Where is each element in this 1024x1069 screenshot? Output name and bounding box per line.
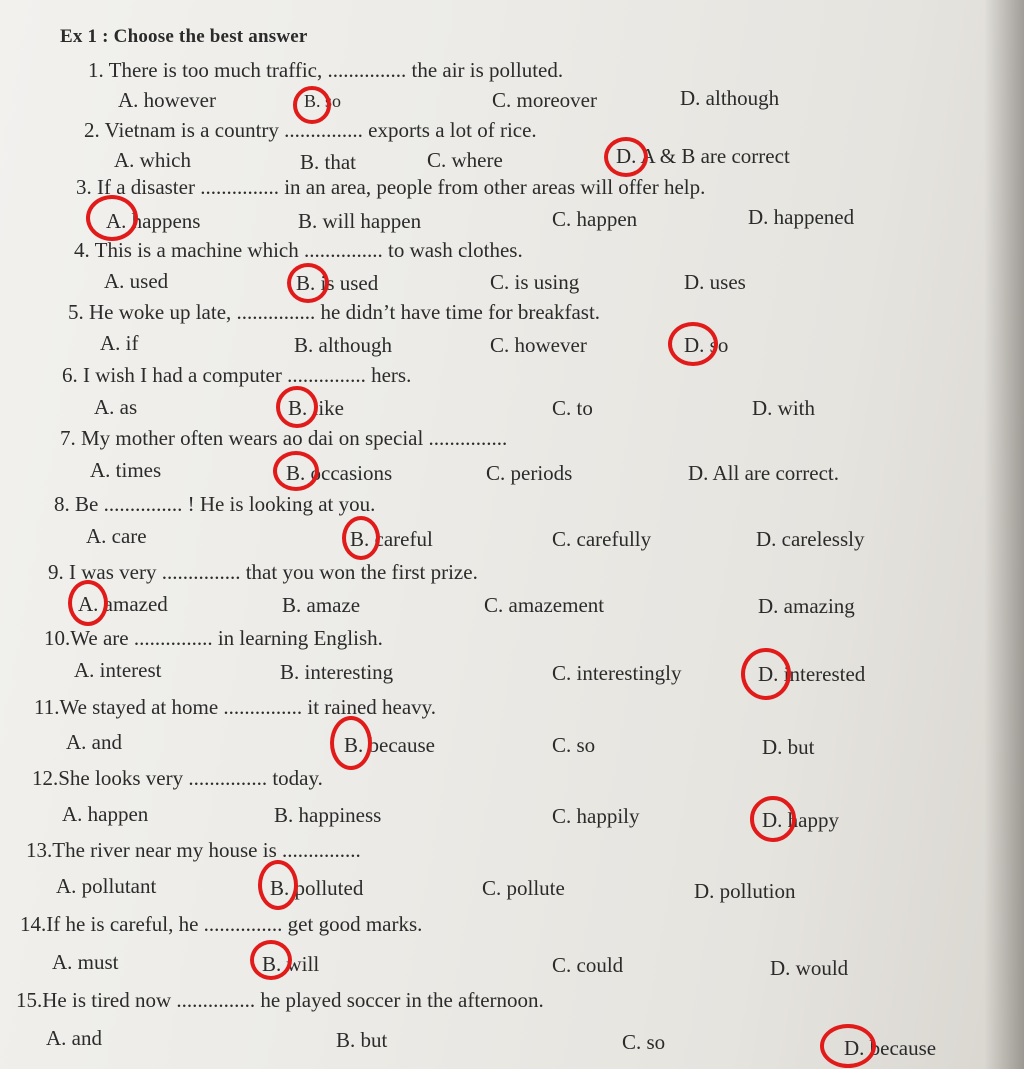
question-4-option-b[interactable]: B. is used (296, 271, 379, 295)
question-14-text: 14.If he is careful, he ............... get good marks. (20, 912, 423, 936)
question-12-option-d[interactable]: D. happy (762, 808, 839, 832)
question-10-option-c[interactable]: C. interestingly (552, 661, 682, 685)
question-9-option-b[interactable]: B. amaze (282, 593, 361, 617)
question-6-text: 6. I wish I had a computer ............... hers. (62, 363, 412, 387)
paper-shadow (984, 0, 1024, 1069)
question-4-option-a[interactable]: A. used (104, 269, 169, 293)
question-9-option-c[interactable]: C. amazement (484, 593, 605, 617)
answer-2-circle (604, 137, 648, 177)
question-7-option-d[interactable]: D. All are correct. (688, 461, 840, 485)
question-8-option-d[interactable]: D. carelessly (756, 527, 865, 551)
question-15-option-d[interactable]: D. because (844, 1036, 937, 1060)
question-12-option-b[interactable]: B. happiness (274, 803, 382, 827)
question-7-option-c[interactable]: C. periods (486, 461, 573, 485)
answer-9-circle (68, 580, 108, 626)
question-13-option-b[interactable]: B. polluted (270, 876, 364, 900)
question-13-text: 13.The river near my house is ............... (26, 838, 361, 862)
answer-12-circle (750, 796, 796, 842)
question-6-option-d[interactable]: D. with (752, 396, 815, 420)
question-10-option-a[interactable]: A. interest (74, 658, 162, 682)
question-13-option-d[interactable]: D. pollution (694, 879, 796, 903)
answer-10-circle (741, 648, 791, 700)
question-5-option-b[interactable]: B. although (294, 333, 392, 357)
answer-14-circle (250, 940, 292, 980)
question-8-text: 8. Be ............... ! He is looking at you. (54, 492, 376, 516)
question-11-option-d[interactable]: D. but (762, 735, 815, 759)
question-11-option-b[interactable]: B. because (344, 733, 435, 757)
question-7-text: 7. My mother often wears ao dai on special ............... (60, 426, 508, 450)
question-14-option-d[interactable]: D. would (770, 956, 849, 980)
question-2-option-b[interactable]: B. that (300, 150, 356, 174)
question-13-option-a[interactable]: A. pollutant (56, 874, 157, 898)
question-2-text: 2. Vietnam is a country ............... exports a lot of rice. (84, 118, 537, 142)
question-10-text: 10.We are ............... in learning English. (44, 626, 383, 650)
question-15-option-a[interactable]: A. and (46, 1026, 102, 1050)
question-15-option-c[interactable]: C. so (622, 1030, 666, 1054)
question-7-option-b[interactable]: B. occasions (286, 461, 393, 485)
question-2-option-c[interactable]: C. where (427, 148, 503, 172)
question-10-option-b[interactable]: B. interesting (280, 660, 394, 684)
question-3-text: 3. If a disaster ............... in an area, people from other areas will offer help. (76, 175, 706, 199)
question-5-option-d[interactable]: D. so (684, 333, 729, 357)
question-2-option-a[interactable]: A. which (114, 148, 191, 172)
question-9-option-a[interactable]: A. amazed (78, 592, 168, 616)
question-12-option-c[interactable]: C. happily (552, 804, 640, 828)
answer-7-circle (273, 451, 319, 491)
question-11-option-a[interactable]: A. and (66, 730, 122, 754)
question-14-option-c[interactable]: C. could (552, 953, 624, 977)
question-1-option-d[interactable]: D. although (680, 86, 780, 110)
question-10-option-d[interactable]: D. interested (758, 662, 866, 686)
question-11-text: 11.We stayed at home ............... it rained heavy. (34, 695, 437, 719)
question-5-text: 5. He woke up late, ............... he didn’t have time for breakfast. (68, 300, 601, 324)
question-4-text: 4. This is a machine which ............... to wash clothes. (74, 238, 523, 262)
question-4-option-d[interactable]: D. uses (684, 270, 746, 294)
answer-11-circle (330, 716, 372, 770)
question-14-option-a[interactable]: A. must (52, 950, 119, 974)
question-9-option-d[interactable]: D. amazing (758, 594, 855, 618)
question-5-option-a[interactable]: A. if (100, 331, 139, 355)
answer-6-circle (276, 386, 318, 428)
question-7-option-a[interactable]: A. times (90, 458, 162, 482)
question-9-text: 9. I was very ............... that you won the first prize. (48, 560, 478, 584)
answer-15-circle (820, 1024, 876, 1068)
question-15-text: 15.He is tired now ............... he played soccer in the afternoon. (16, 988, 544, 1012)
answer-3-circle (86, 195, 138, 241)
question-8-option-a[interactable]: A. care (86, 524, 147, 548)
question-2-option-d[interactable]: D. A & B are correct (616, 144, 790, 168)
question-15-option-b[interactable]: B. but (336, 1028, 388, 1052)
question-13-option-c[interactable]: C. pollute (482, 876, 565, 900)
question-6-option-c[interactable]: C. to (552, 396, 593, 420)
question-11-option-c[interactable]: C. so (552, 733, 596, 757)
question-12-option-a[interactable]: A. happen (62, 802, 149, 826)
question-3-option-b[interactable]: B. will happen (298, 209, 422, 233)
question-3-option-c[interactable]: C. happen (552, 207, 638, 231)
question-1-option-c[interactable]: C. moreover (492, 88, 597, 112)
question-3-option-d[interactable]: D. happened (748, 205, 855, 229)
question-12-text: 12.She looks very ............... today. (32, 766, 323, 790)
question-5-option-c[interactable]: C. however (490, 333, 587, 357)
question-8-option-c[interactable]: C. carefully (552, 527, 652, 551)
answer-4-circle (287, 263, 329, 303)
question-1-text: 1. There is too much traffic, ............... the air is polluted. (88, 58, 564, 82)
answer-8-circle (342, 516, 380, 560)
question-1-option-a[interactable]: A. however (118, 88, 216, 112)
answer-5-circle (668, 322, 718, 366)
question-14-option-b[interactable]: B. will (262, 952, 320, 976)
question-8-option-b[interactable]: B. careful (350, 527, 433, 551)
question-6-option-b[interactable]: B. like (288, 396, 344, 420)
question-1-option-b[interactable]: B. so (304, 91, 342, 111)
worksheet-title: Ex 1 : Choose the best answer (60, 26, 308, 47)
answer-13-circle (258, 860, 298, 910)
question-3-option-a[interactable]: A. happens (106, 209, 201, 233)
question-4-option-c[interactable]: C. is using (490, 270, 580, 294)
question-6-option-a[interactable]: A. as (94, 395, 138, 419)
